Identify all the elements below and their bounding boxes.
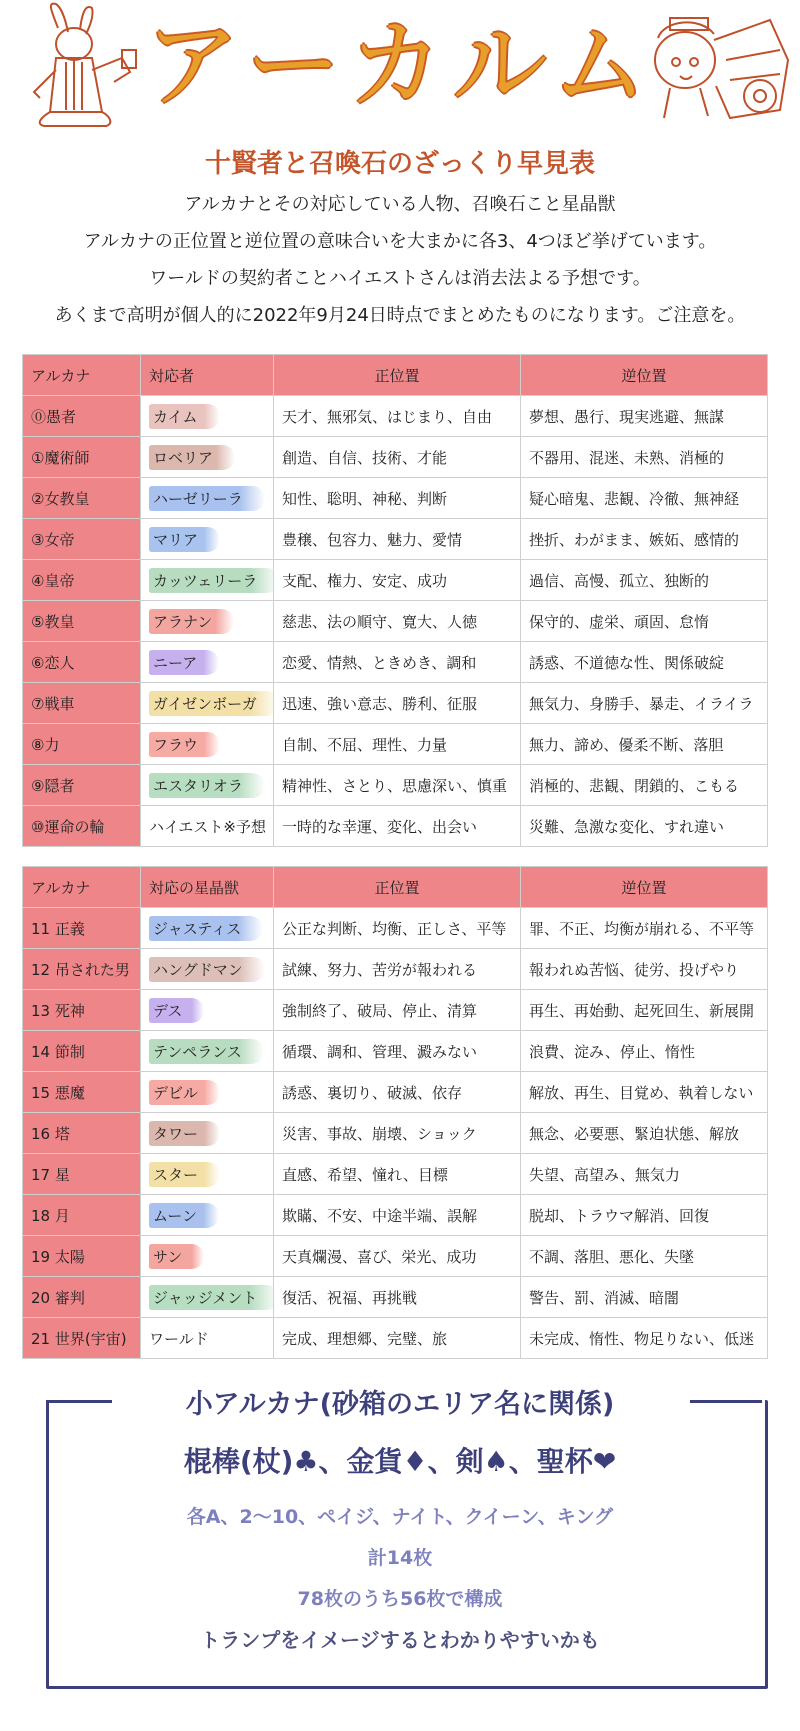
counterpart-name: デビル: [149, 1080, 220, 1105]
counterpart-cell: [141, 1113, 274, 1154]
minor-arcana-title: 小アルカナ(砂箱のエリア名に関係): [185, 1389, 615, 1420]
arcana-cell: 14 節制: [23, 1031, 141, 1072]
counterpart-cell: [141, 949, 274, 990]
table-row: [23, 1195, 768, 1236]
counterpart-name: ハイエスト※予想: [149, 817, 266, 836]
header-arcana: アルカナ: [23, 355, 141, 396]
counterpart-name: タワー: [149, 1121, 220, 1146]
counterpart-name: サン: [149, 1244, 204, 1269]
upright-cell: 強制終了、破局、停止、清算: [274, 990, 521, 1031]
counterpart-cell: [141, 683, 274, 724]
upright-cell: 恋愛、情熱、ときめき、調和: [274, 642, 521, 683]
counterpart-cell: [141, 601, 274, 642]
table-row: [23, 1277, 768, 1318]
arcana-cell: ⑦戦車: [23, 683, 141, 724]
counterpart-cell: [141, 437, 274, 478]
arcana-cell: ⑩運命の輪: [23, 806, 141, 847]
reversed-cell: 不調、落胆、悪化、失墜: [521, 1236, 768, 1277]
table-row: [23, 519, 768, 560]
arcana-cell: ⑨隠者: [23, 765, 141, 806]
counterpart-name: カッツェリーラ: [149, 568, 274, 593]
counterpart-cell: [141, 478, 274, 519]
counterpart-name: ロベリア: [149, 445, 235, 470]
counterpart-cell: [141, 1318, 274, 1359]
upright-cell: 知性、聡明、神秘、判断: [274, 478, 521, 519]
upright-cell: 復活、祝福、再挑戦: [274, 1277, 521, 1318]
counterpart-name: ハングドマン: [149, 957, 265, 982]
arcana-cell: 20 審判: [23, 1277, 141, 1318]
reversed-cell: 浪費、淀み、停止、惰性: [521, 1031, 768, 1072]
reversed-cell: 再生、再始動、起死回生、新展開: [521, 990, 768, 1031]
reversed-cell: 災難、急激な変化、すれ違い: [521, 806, 768, 847]
upright-cell: 一時的な幸運、変化、出会い: [274, 806, 521, 847]
counterpart-cell: [141, 1277, 274, 1318]
counterpart-name: ワールド: [149, 1329, 209, 1348]
reversed-cell: 脱却、トラウマ解消、回復: [521, 1195, 768, 1236]
header-primal: 対応の星晶獣: [141, 867, 274, 908]
arcana-cell: ⑧力: [23, 724, 141, 765]
arcana-cell: ⓪愚者: [23, 396, 141, 437]
arcana-cell: 19 太陽: [23, 1236, 141, 1277]
table-row: [23, 1236, 768, 1277]
table-row: [23, 1113, 768, 1154]
suits-line: 棍棒(杖)♣、金貨♦、剣♠、聖杯❤: [183, 1445, 617, 1478]
arcana-cell: 21 世界(宇宙): [23, 1318, 141, 1359]
arcana-cell: 13 死神: [23, 990, 141, 1031]
arcana-cell: 17 星: [23, 1154, 141, 1195]
header-reversed: 逆位置: [521, 355, 768, 396]
minor-detail-line: 78枚のうち56枚で構成: [297, 1588, 503, 1610]
reversed-cell: 消極的、悲観、閉鎖的、こもる: [521, 765, 768, 806]
table-row: [23, 990, 768, 1031]
counterpart-name: デス: [149, 998, 204, 1023]
table-row: [23, 601, 768, 642]
header-counterpart: 対応者: [141, 355, 274, 396]
arcana-cell: ⑥恋人: [23, 642, 141, 683]
table-row: [23, 1072, 768, 1113]
minor-detail-line: 計14枚: [367, 1547, 433, 1569]
arcana-primal-table: [22, 866, 768, 1359]
arcana-cell: 18 月: [23, 1195, 141, 1236]
counterpart-name: マリア: [149, 527, 220, 552]
upright-cell: 天真爛漫、喜び、栄光、成功: [274, 1236, 521, 1277]
counterpart-name: ジャスティス: [149, 916, 263, 941]
counterpart-cell: [141, 724, 274, 765]
intro-line: アルカナの正位置と逆位置の意味合いを大まかに各3、4つほど挙げています。: [83, 231, 717, 252]
minor-closing-line: トランプをイメージするとわかりやすいかも: [200, 1628, 600, 1652]
arcana-cell: ②女教皇: [23, 478, 141, 519]
upright-cell: 公正な判断、均衡、正しさ、平等: [274, 908, 521, 949]
arcana-cell: ①魔術師: [23, 437, 141, 478]
header-upright: 正位置: [274, 867, 521, 908]
reversed-cell: 過信、高慢、孤立、独断的: [521, 560, 768, 601]
upright-cell: 災害、事故、崩壊、ショック: [274, 1113, 521, 1154]
reversed-cell: 報われぬ苦悩、徒労、投げやり: [521, 949, 768, 990]
table-row: [23, 437, 768, 478]
table-row: [23, 683, 768, 724]
reversed-cell: 無念、必要悪、緊迫状態、解放: [521, 1113, 768, 1154]
counterpart-cell: [141, 396, 274, 437]
reversed-cell: 解放、再生、目覚め、執着しない: [521, 1072, 768, 1113]
upright-cell: 天才、無邪気、はじまり、自由: [274, 396, 521, 437]
table-row: [23, 765, 768, 806]
counterpart-name: ニーア: [149, 650, 219, 675]
upright-cell: 自制、不屈、理性、力量: [274, 724, 521, 765]
table-row: [23, 806, 768, 847]
counterpart-cell: [141, 990, 274, 1031]
upright-cell: 慈悲、法の順守、寛大、人徳: [274, 601, 521, 642]
header-reversed: 逆位置: [521, 867, 768, 908]
reversed-cell: 保守的、虚栄、頑固、怠惰: [521, 601, 768, 642]
counterpart-cell: [141, 908, 274, 949]
upright-cell: 試練、努力、苦労が報われる: [274, 949, 521, 990]
counterpart-name: ジャッジメント: [149, 1285, 274, 1310]
counterpart-name: フラウ: [149, 732, 220, 757]
reversed-cell: 罪、不正、均衡が崩れる、不平等: [521, 908, 768, 949]
table-header-row: [23, 867, 768, 908]
upright-cell: 迅速、強い意志、勝利、征服: [274, 683, 521, 724]
counterpart-name: スター: [149, 1162, 220, 1187]
upright-cell: 直感、希望、憧れ、目標: [274, 1154, 521, 1195]
counterpart-name: カイム: [149, 404, 220, 429]
counterpart-cell: [141, 1195, 274, 1236]
intro-line: アルカナとその対応している人物、召喚石こと星晶獣: [184, 194, 616, 215]
table-row: [23, 1031, 768, 1072]
table-row: [23, 908, 768, 949]
upright-cell: 循環、調和、管理、澱みない: [274, 1031, 521, 1072]
page-title: アーカルム: [144, 9, 656, 121]
upright-cell: 誘惑、裏切り、破滅、依存: [274, 1072, 521, 1113]
table-row: [23, 642, 768, 683]
counterpart-cell: [141, 1154, 274, 1195]
table-row: [23, 1318, 768, 1359]
counterpart-name: ハーゼリーラ: [149, 486, 265, 511]
arcana-cell: 11 正義: [23, 908, 141, 949]
counterpart-cell: [141, 519, 274, 560]
counterpart-cell: [141, 1031, 274, 1072]
counterpart-cell: [141, 560, 274, 601]
reversed-cell: 未完成、惰性、物足りない、低迷: [521, 1318, 768, 1359]
reversed-cell: 不器用、混迷、未熟、消極的: [521, 437, 768, 478]
upright-cell: 創造、自信、技術、才能: [274, 437, 521, 478]
reversed-cell: 無力、諦め、優柔不断、落胆: [521, 724, 768, 765]
arcana-cell: ⑤教皇: [23, 601, 141, 642]
arcana-people-table: [22, 354, 768, 847]
table-header-row: [23, 355, 768, 396]
counterpart-name: エスタリオラ: [149, 773, 265, 798]
header-arcana: アルカナ: [23, 867, 141, 908]
reversed-cell: 誘惑、不道徳な性、関係破綻: [521, 642, 768, 683]
upright-cell: 完成、理想郷、完璧、旅: [274, 1318, 521, 1359]
counterpart-name: ガイゼンボーガ: [149, 691, 274, 716]
intro-line: あくまで高明が個人的に2022年9月24日時点でまとめたものになります。ご注意を。: [54, 305, 746, 326]
table-row: [23, 478, 768, 519]
reversed-cell: 警告、罰、消滅、暗闇: [521, 1277, 768, 1318]
counterpart-name: テンペランス: [149, 1039, 264, 1064]
counterpart-cell: [141, 765, 274, 806]
arcana-cell: ③女帝: [23, 519, 141, 560]
table-row: [23, 949, 768, 990]
counterpart-cell: [141, 806, 274, 847]
table-row: [23, 724, 768, 765]
arcana-cell: 16 塔: [23, 1113, 141, 1154]
intro-line: ワールドの契約者ことハイエストさんは消去法よる予想です。: [149, 268, 651, 289]
upright-cell: 欺瞞、不安、中途半端、誤解: [274, 1195, 521, 1236]
header-upright: 正位置: [274, 355, 521, 396]
counterpart-name: ムーン: [149, 1203, 219, 1228]
table-row: [23, 560, 768, 601]
counterpart-cell: [141, 642, 274, 683]
counterpart-cell: [141, 1072, 274, 1113]
reversed-cell: 疑心暗鬼、悲観、冷徹、無神経: [521, 478, 768, 519]
reversed-cell: 失望、高望み、無気力: [521, 1154, 768, 1195]
counterpart-name: アラナン: [149, 609, 234, 634]
upright-cell: 豊穣、包容力、魅力、愛情: [274, 519, 521, 560]
minor-detail-line: 各A、2〜10、ペイジ、ナイト、クイーン、キング: [186, 1506, 614, 1528]
arcana-cell: ④皇帝: [23, 560, 141, 601]
counterpart-cell: [141, 1236, 274, 1277]
reversed-cell: 無気力、身勝手、暴走、イライラ: [521, 683, 768, 724]
table-row: [23, 396, 768, 437]
upright-cell: 精神性、さとり、思慮深い、慎重: [274, 765, 521, 806]
page-subtitle: 十賢者と召喚石のざっくり早見表: [204, 149, 595, 179]
arcana-cell: 15 悪魔: [23, 1072, 141, 1113]
upright-cell: 支配、権力、安定、成功: [274, 560, 521, 601]
table-row: [23, 1154, 768, 1195]
reversed-cell: 夢想、愚行、現実逃避、無謀: [521, 396, 768, 437]
reversed-cell: 挫折、わがまま、嫉妬、感情的: [521, 519, 768, 560]
arcana-cell: 12 吊された男: [23, 949, 141, 990]
